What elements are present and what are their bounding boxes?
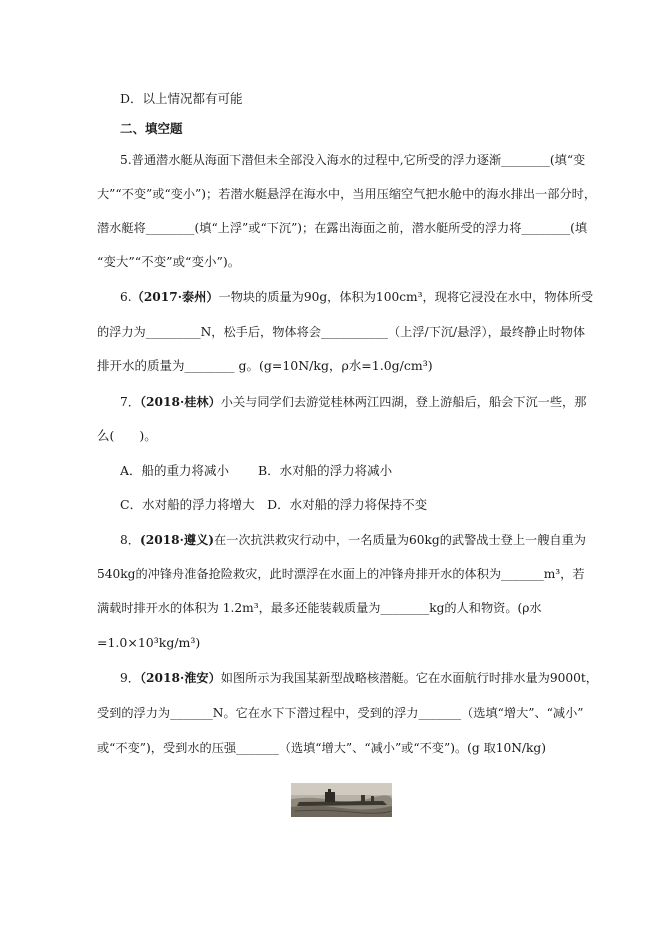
line-text: 在一次抗洪救灾行动中，一名质量为60kg的武警战士登上一艘自重为 [214, 533, 586, 547]
source-tag: (2018·遵义) [139, 533, 215, 547]
question-number: 6. [120, 290, 132, 304]
line-text: 一物块的质量为90g，体积为100cm³，现将它浸没在水中，物体所受 [218, 290, 594, 304]
line-text: D．以上情况都有可能 [120, 91, 243, 106]
section-heading [120, 121, 183, 137]
submarine-photo [291, 783, 392, 817]
question-5-line-2 [97, 186, 596, 202]
option-d-line [120, 91, 243, 107]
line-text: =1.0×10³kg/m³) [97, 635, 201, 650]
question-number: 7． [120, 395, 140, 409]
question-5-line-1 [120, 152, 585, 168]
question-9-line-2 [97, 705, 584, 721]
line-text: 的浮力为_________N，松手后，物体将会___________（上浮/下沉/悬浮），最终静止时物体 [97, 325, 586, 339]
question-5-line-4 [97, 254, 240, 270]
line-text: 潜水艇将________(填“上浮”或“下沉”)；在露出海面之前，潜水艇所受的浮力将________(填 [97, 221, 588, 235]
line-text: 排开水的质量为________ g。(g=10N/kg，ρ水=1.0g/cm³) [97, 358, 433, 373]
question-8-line-3 [97, 600, 542, 616]
source-tag: （2018·淮安） [139, 671, 221, 685]
question-8-line-2 [97, 566, 585, 582]
source-tag: （2017·泰州） [131, 290, 219, 304]
line-text: 或“不变”)，受到水的压强_______（选填“增大”、“减小”或“不变”)。(g 取10N/kg) [97, 741, 546, 755]
line-text: 大”“不变”或“变小”)；若潜水艇悬浮在海水中，当用压缩空气把水舱中的海水排出一部分时， [97, 187, 597, 201]
line-text: 5.普通潜水艇从海面下潜但未全部没入海水的过程中,它所受的浮力逐渐________(填“变 [120, 153, 586, 167]
question-6-line-3 [97, 358, 433, 374]
question-7-options-cd [120, 497, 427, 513]
source-tag: （2018·桂林） [139, 395, 221, 409]
line-text: “变大”“不变”或“变小”)。 [97, 254, 241, 269]
line-text: 540kg的冲锋舟准备抢险救灾，此时漂浮在水面上的冲锋舟排开水的体积为_______m³，若 [97, 567, 585, 581]
line-text: 如图所示为我国某新型战略核潜艇。它在水面航行时排水量为9000t， [220, 671, 598, 685]
options-text: A．船的重力将减小 B．水对船的浮力将减小 [120, 463, 393, 478]
question-9-line-3 [97, 740, 546, 756]
question-6-line-2 [97, 324, 585, 340]
question-9-line-1 [120, 670, 598, 686]
question-7-line-2 [97, 428, 157, 444]
question-8-line-4 [97, 635, 200, 651]
question-number: 8． [120, 533, 140, 547]
line-text: 小关与同学们去游觉桂林两江四湖，登上游船后，船会下沉一些，那 [220, 395, 587, 409]
question-7-line-1 [120, 394, 586, 410]
question-6-line-1 [120, 289, 593, 305]
question-number: 9． [120, 671, 140, 685]
options-text: C．水对船的浮力将增大 D．水对船的浮力将保持不变 [120, 497, 428, 512]
question-8-line-1 [120, 532, 586, 548]
line-text: 么( )。 [97, 428, 157, 443]
heading-text: 二、填空题 [120, 121, 183, 136]
line-text: 受到的浮力为_______N。它在水下下潜过程中，受到的浮力_______（选填“增大”、“减小” [97, 706, 584, 720]
question-5-line-3 [97, 220, 587, 236]
question-7-options-ab [120, 463, 392, 479]
line-text: 满载时排开水的体积为 1.2m³，最多还能装载质量为________kg的人和物资。(ρ水 [97, 601, 542, 615]
